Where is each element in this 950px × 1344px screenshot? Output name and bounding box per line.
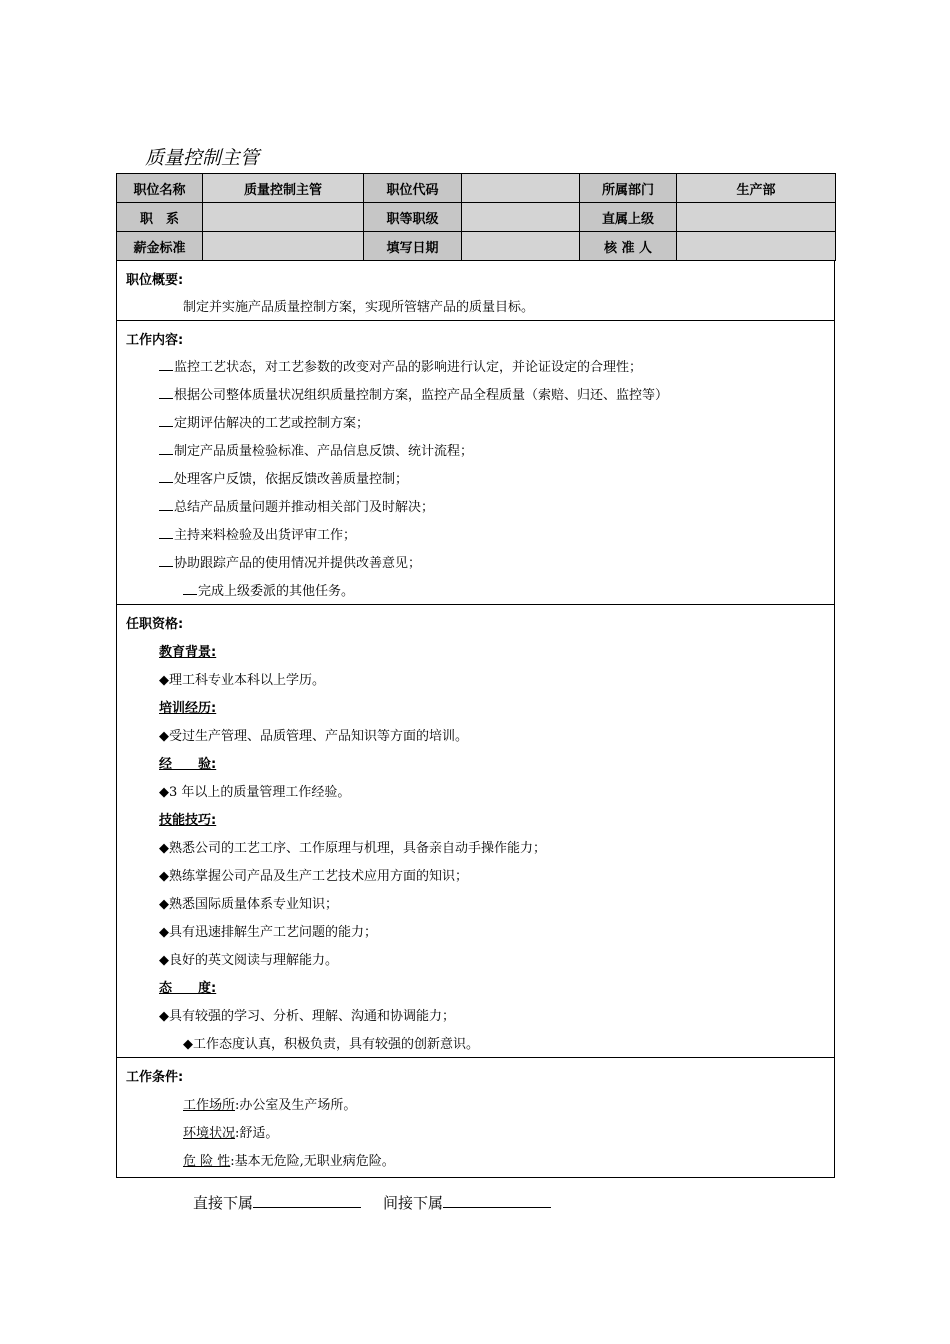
- environment-line: [183, 1122, 278, 1141]
- position-name-label: 职位名称: [117, 174, 203, 203]
- risk-line: [183, 1150, 395, 1169]
- indirect-subordinates-blank: [443, 1191, 551, 1208]
- duty-item: 协助跟踪产品的使用情况并提供改善意见；: [159, 552, 421, 571]
- duties-label: 工作内容:: [126, 333, 184, 348]
- duty-item: 主持来料检验及出货评审工作；: [159, 524, 356, 543]
- conditions-label: 工作条件:: [126, 1070, 184, 1085]
- header-table: [116, 173, 836, 261]
- skill-item: ◆熟悉公司的工艺工序、工作原理与机理，具备亲自动手操作能力；: [159, 841, 546, 856]
- duty-item: 处理客户反馈，依据反馈改善质量控制；: [159, 468, 408, 487]
- skill-item: ◆具有迅速排解生产工艺问题的能力；: [159, 925, 377, 940]
- duty-item: 总结产品质量问题并推动相关部门及时解决；: [159, 496, 434, 515]
- salary-label: 薪金标准: [117, 232, 203, 261]
- summary-label: 职位概要:: [126, 273, 184, 288]
- fill-date-label: 填写日期: [364, 232, 462, 261]
- indirect-subordinates: [383, 1191, 551, 1213]
- experience-heading: 经 验:: [159, 757, 217, 772]
- header-row: [117, 174, 836, 203]
- duty-item: 完成上级委派的其他任务。: [183, 580, 354, 599]
- education-text: ◆理工科专业本科以上学历。: [159, 673, 325, 688]
- conditions-section: [116, 1058, 835, 1178]
- skill-item: ◆良好的英文阅读与理解能力。: [159, 953, 338, 968]
- approver-label: 核 准 人: [580, 232, 677, 261]
- direct-subordinates-label: 直接下属: [193, 1194, 254, 1212]
- experience-text: ◆3 年以上的质量管理工作经验。: [159, 785, 351, 800]
- grade-value: [462, 203, 580, 232]
- skills-heading: 技能技巧:: [159, 813, 217, 828]
- header-row: [117, 203, 836, 232]
- grade-label: 职等职级: [364, 203, 462, 232]
- position-name-value: 质量控制主管: [203, 174, 364, 203]
- duty-item: 定期评估解决的工艺或控制方案；: [159, 412, 369, 431]
- duties-section: [116, 321, 835, 605]
- risk-value: :基本无危险,无职业病危险。: [230, 1154, 395, 1169]
- workplace-line: [183, 1094, 356, 1113]
- summary-text: 制定并实施产品质量控制方案，实现所管辖产品的质量目标。: [183, 300, 535, 315]
- qualifications-section: [116, 605, 835, 1058]
- skill-item: ◆熟悉国际质量体系专业知识；: [159, 897, 338, 912]
- summary-section: [116, 260, 835, 321]
- skill-item: ◆熟练掌握公司产品及生产工艺技术应用方面的知识；: [159, 869, 468, 884]
- job-family-value: [203, 203, 364, 232]
- attitude-heading: 态 度:: [159, 981, 217, 996]
- supervisor-value: [677, 203, 836, 232]
- approver-value: [677, 232, 836, 261]
- workplace-key: 工作场所: [183, 1098, 236, 1113]
- department-label: 所属部门: [580, 174, 677, 203]
- workplace-value: :办公室及生产场所。: [235, 1098, 357, 1113]
- supervisor-label: 直属上级: [580, 203, 677, 232]
- training-heading: 培训经历:: [159, 701, 217, 716]
- department-value: 生产部: [677, 174, 836, 203]
- duty-item: 制定产品质量检验标准、产品信息反馈、统计流程；: [159, 440, 473, 459]
- job-family-label: 职 系: [117, 203, 203, 232]
- indirect-subordinates-label: 间接下属: [383, 1194, 444, 1212]
- direct-subordinates-blank: [253, 1191, 361, 1208]
- header-row: [117, 232, 836, 261]
- environment-key: 环境状况: [183, 1126, 236, 1141]
- attitude-item: ◆具有较强的学习、分析、理解、沟通和协调能力；: [159, 1009, 455, 1024]
- qualifications-label: 任职资格:: [126, 617, 184, 632]
- environment-value: :舒适。: [235, 1126, 279, 1141]
- training-text: ◆受过生产管理、品质管理、产品知识等方面的培训。: [159, 729, 468, 744]
- position-code-value: [462, 174, 580, 203]
- attitude-item: ◆工作态度认真，积极负责，具有较强的创新意识。: [183, 1037, 479, 1052]
- salary-value: [203, 232, 364, 261]
- risk-key: 危 险 性: [183, 1154, 231, 1169]
- document-title: 质量控制主管: [145, 147, 260, 169]
- direct-subordinates: [193, 1191, 361, 1213]
- position-code-label: 职位代码: [364, 174, 462, 203]
- duty-item: 根据公司整体质量状况组织质量控制方案，监控产品全程质量（索赔、归还、监控等）: [159, 384, 668, 403]
- fill-date-value: [462, 232, 580, 261]
- education-heading: 教育背景:: [159, 645, 217, 660]
- duty-item: 监控工艺状态，对工艺参数的改变对产品的影响进行认定，并论证设定的合理性；: [159, 356, 642, 375]
